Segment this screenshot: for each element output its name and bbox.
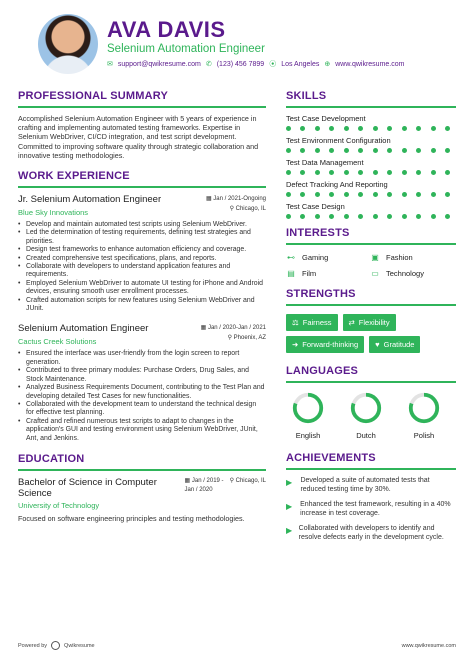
skill-dot: [329, 214, 334, 219]
contact-location: Los Angeles: [281, 60, 320, 68]
skill-dot: [402, 192, 407, 197]
summary-section: [18, 90, 266, 160]
strength-tag: [286, 314, 338, 331]
skill-dot: [358, 148, 363, 153]
skill-dot: [358, 170, 363, 175]
skill-dot: [416, 192, 421, 197]
skill-name: Test Environment Configuration: [286, 136, 391, 145]
language-label: Polish: [413, 431, 435, 440]
skill-dot: [315, 192, 320, 197]
shopping-bag-icon: ▣: [371, 253, 379, 262]
skill-rating: [286, 170, 450, 175]
job-dates: Jan / 2020-Jan / 2021: [207, 325, 266, 332]
powered-by-label: Powered by: [18, 642, 48, 649]
strength-label: Flexibility: [358, 318, 390, 327]
achievements-heading: ACHIEVEMENTS: [286, 452, 456, 470]
skill-dot: [373, 170, 378, 175]
education-date-end: Jan / 2020: [184, 486, 213, 493]
skill-name: Test Case Development: [286, 114, 366, 123]
achievement-text: Collaborated with developers to identify and resolve defects early in the development cycle.: [298, 525, 444, 541]
interest-label: Film: [302, 269, 317, 278]
skill-dot: [358, 192, 363, 197]
skill-dot: [286, 214, 291, 219]
skill-dot: [315, 170, 320, 175]
right-column: [286, 90, 456, 547]
bullet-item: • Develop and maintain automated test scripts using Selenium WebDriver.: [18, 221, 266, 229]
job-entry: [18, 323, 266, 442]
skill-dot: [286, 192, 291, 197]
interest-label: Gaming: [302, 253, 329, 262]
skill-dot: [344, 148, 349, 153]
resume-header: [0, 0, 474, 84]
skill-dot: [416, 126, 421, 131]
strengths-heading: STRENGTHS: [286, 288, 456, 306]
education-heading: EDUCATION: [18, 453, 266, 471]
job-entry: [18, 194, 266, 313]
skill-dot: [445, 126, 450, 131]
contact-website[interactable]: www.qwikresume.com: [335, 60, 405, 68]
phone-icon: ✆: [205, 61, 212, 68]
achievement-item: [286, 501, 456, 518]
bullet-item: • Contributed to three primary modules: Purchase Orders, Drug Sales, and Stock Maintenance.: [18, 367, 266, 384]
skills-section: [286, 90, 456, 219]
skill-dot: [445, 214, 450, 219]
skill-dot: [402, 148, 407, 153]
languages-heading: LANGUAGES: [286, 365, 456, 383]
calendar-icon: ▦: [184, 477, 191, 484]
skill-dot: [358, 126, 363, 131]
skill-dot: [431, 148, 436, 153]
skill-dot: [387, 214, 392, 219]
skill-dot: [445, 148, 450, 153]
strength-tag: [343, 314, 396, 331]
job-bullets: [18, 221, 266, 313]
bullet-item: • Collaborate with developers to understand application features and requirements.: [18, 263, 266, 280]
language-item: [286, 391, 330, 440]
trophy-icon: ▶: [286, 526, 293, 536]
page-footer: [18, 641, 456, 650]
achievement-text: Enhanced the test framework, resulting in a 40% increase in test coverage.: [300, 501, 451, 517]
skill-dot: [344, 170, 349, 175]
language-label: Dutch: [356, 431, 376, 440]
skill-dot: [358, 214, 363, 219]
bullet-item: • Employed Selenium WebDriver to automate UI testing for iPhone and Android devices, ensuring smooth user enrollment processes.: [18, 280, 266, 297]
interest-label: Technology: [386, 269, 424, 278]
bullet-item: • Ensured the interface was user-friendly from the login screen to report generation.: [18, 350, 266, 367]
skill-dot: [431, 192, 436, 197]
skill-dot: [300, 126, 305, 131]
arrows-icon: ⇄: [348, 318, 355, 327]
skill-name: Test Data Management: [286, 158, 364, 167]
skill-dot: [329, 192, 334, 197]
education-degree: Bachelor of Science in Computer Science: [18, 476, 157, 499]
trophy-icon: ▶: [286, 502, 293, 512]
skill-name: Defect Tracking And Reporting: [286, 180, 388, 189]
skill-rating: [286, 192, 450, 197]
education-section: EDUCATION Bachelor of Science in Computer Science ▦ Jan / 2019 - Jan / 2020 ⚲ Chicago, IL University of Technology Focused on software engineering principles and testing methodologies.: [18, 452, 266, 523]
bullet-item: • Collaborated with the development team to understand the technical design for effective test planning.: [18, 401, 266, 418]
location-pin-icon: ⦿: [269, 61, 277, 68]
job-company: Cactus Creek Solutions: [18, 337, 97, 347]
brand-name[interactable]: Qwikresume: [64, 642, 95, 649]
job-company: Blue Sky Innovations: [18, 208, 89, 218]
language-ring: [291, 391, 325, 425]
skill-dot: [329, 170, 334, 175]
interests-heading: INTERESTS: [286, 227, 456, 245]
skill-dot: [402, 126, 407, 131]
skill-item: [286, 114, 456, 131]
achievement-text: Developed a suite of automated tests that reduced testing time by 30%.: [300, 477, 430, 493]
skill-dot: [344, 214, 349, 219]
language-ring: [349, 391, 383, 425]
interest-label: Fashion: [386, 253, 413, 262]
bullet-item: • Crafted and refined numerous test scripts to adapt to changes in the application's GUI and testing environment using Selenium WebDriver, JUnit, Ant, and Jenkins.: [18, 418, 266, 443]
footer-url[interactable]: www.qwikresume.com: [401, 642, 456, 649]
contact-phone: (123) 456 7899: [216, 60, 265, 68]
contact-line: [107, 59, 404, 69]
skill-name: Test Case Design: [286, 202, 345, 211]
calendar-icon: ▦: [200, 325, 207, 332]
skill-dot: [286, 126, 291, 131]
bullet-item: • Design test frameworks to enhance automation efficiency and coverage.: [18, 246, 266, 254]
skill-dot: [300, 214, 305, 219]
laptop-icon: ▭: [371, 269, 379, 278]
interest-item: [370, 253, 454, 262]
skill-dot: [387, 148, 392, 153]
trophy-icon: ▶: [286, 478, 293, 487]
skill-dot: [329, 126, 334, 131]
strength-tag: [369, 336, 420, 353]
skill-rating: [286, 148, 450, 153]
job-title: Jr. Selenium Automation Engineer: [18, 194, 162, 206]
skill-dot: [300, 148, 305, 153]
skill-dot: [387, 170, 392, 175]
bullet-item: • Analyzed Business Requirements Document, contributing to the Test Plan and developing detailed Test Cases for new functionalities.: [18, 384, 266, 401]
strength-label: Fairness: [302, 318, 332, 327]
globe-icon: ⊕: [324, 61, 331, 68]
language-ring: [407, 391, 441, 425]
achievements-section: [286, 452, 456, 543]
job-bullets: [18, 350, 266, 442]
skill-dot: [373, 192, 378, 197]
skill-item: [286, 180, 456, 197]
languages-section: [286, 365, 456, 440]
skill-dot: [416, 170, 421, 175]
skill-dot: [286, 170, 291, 175]
skill-dot: [300, 192, 305, 197]
language-label: English: [295, 431, 321, 440]
skill-dot: [286, 148, 291, 153]
strength-tag: [286, 336, 364, 353]
skill-item: [286, 158, 456, 175]
skill-dot: [300, 170, 305, 175]
skill-dot: [387, 126, 392, 131]
film-icon: ▤: [287, 269, 295, 278]
pin-icon: ⚲: [229, 477, 234, 484]
skill-item: [286, 202, 456, 219]
experience-section: [18, 170, 266, 443]
summary-text: Accomplished Selenium Automation Engineer with 5 years of experience in crafting and implementing automated testing frameworks. Expertise in Selenium WebDriver, CI/CD integration, and test script development. Committed to improving software quality through strategic collaboration and innovative testing methodologies.: [18, 114, 259, 160]
skill-dot: [431, 126, 436, 131]
arrow-right-icon: ➜: [292, 340, 299, 349]
experience-heading: WORK EXPERIENCE: [18, 170, 266, 188]
skill-dot: [416, 148, 421, 153]
language-item: [344, 391, 388, 440]
qwikresume-logo-icon: [51, 641, 60, 650]
job-location: Phoenix, AZ: [233, 335, 266, 342]
interest-item: [286, 253, 370, 262]
candidate-title: Selenium Automation Engineer: [107, 43, 265, 55]
strength-label: Forward-thinking: [302, 340, 359, 349]
achievement-item: [286, 525, 456, 542]
language-item: [402, 391, 446, 440]
calendar-icon: ▦: [205, 196, 212, 203]
skill-dot: [402, 214, 407, 219]
candidate-name: AVA DAVIS: [107, 17, 226, 42]
skill-dot: [373, 148, 378, 153]
skill-dot: [315, 126, 320, 131]
skill-dot: [344, 126, 349, 131]
strengths-section: [286, 288, 456, 353]
skill-rating: [286, 126, 450, 131]
summary-heading: PROFESSIONAL SUMMARY: [18, 90, 266, 108]
bullet-item: • Led the determination of testing requirements, defining test strategies and priorities.: [18, 229, 266, 246]
skill-dot: [315, 214, 320, 219]
gamepad-icon: ⊷: [287, 253, 295, 262]
strength-label: Gratitude: [383, 340, 415, 349]
bullet-item: • Created comprehensive test specifications, plans, and reports.: [18, 255, 266, 263]
job-dates: Jan / 2021-Ongoing: [213, 196, 266, 203]
skill-dot: [445, 192, 450, 197]
skill-dot: [315, 148, 320, 153]
job-location: Chicago, IL: [235, 206, 266, 213]
interests-section: [286, 227, 456, 278]
education-location: Chicago, IL: [235, 477, 266, 484]
education-date-start: Jan / 2019: [191, 477, 220, 484]
skill-dot: [373, 214, 378, 219]
skill-dot: [402, 170, 407, 175]
skill-dot: [387, 192, 392, 197]
heart-icon: ♥: [375, 340, 380, 349]
achievement-item: [286, 477, 456, 494]
skill-dot: [445, 170, 450, 175]
pin-icon: ⚲: [227, 335, 232, 342]
skill-dot: [431, 214, 436, 219]
contact-email[interactable]: support@qwikresume.com: [117, 60, 201, 68]
skill-dot: [416, 214, 421, 219]
education-text: Focused on software engineering principles and testing methodologies.: [18, 513, 245, 523]
job-title: Selenium Automation Engineer: [18, 323, 149, 335]
skills-heading: SKILLS: [286, 90, 456, 108]
skill-dot: [329, 148, 334, 153]
skill-rating: [286, 214, 450, 219]
education-school: University of Technology: [18, 500, 100, 510]
scale-icon: ⚖: [292, 318, 299, 327]
skill-dot: [373, 126, 378, 131]
skill-dot: [431, 170, 436, 175]
bullet-item: • Crafted automation scripts for new features using Selenium WebDriver and JUnit.: [18, 297, 266, 314]
interest-item: [370, 269, 454, 278]
left-column: [18, 90, 266, 523]
interest-item: [286, 269, 370, 278]
email-icon: ✉: [107, 61, 113, 68]
profile-photo: [38, 14, 98, 74]
skill-item: [286, 136, 456, 153]
skill-dot: [344, 192, 349, 197]
pin-icon: ⚲: [229, 206, 234, 213]
